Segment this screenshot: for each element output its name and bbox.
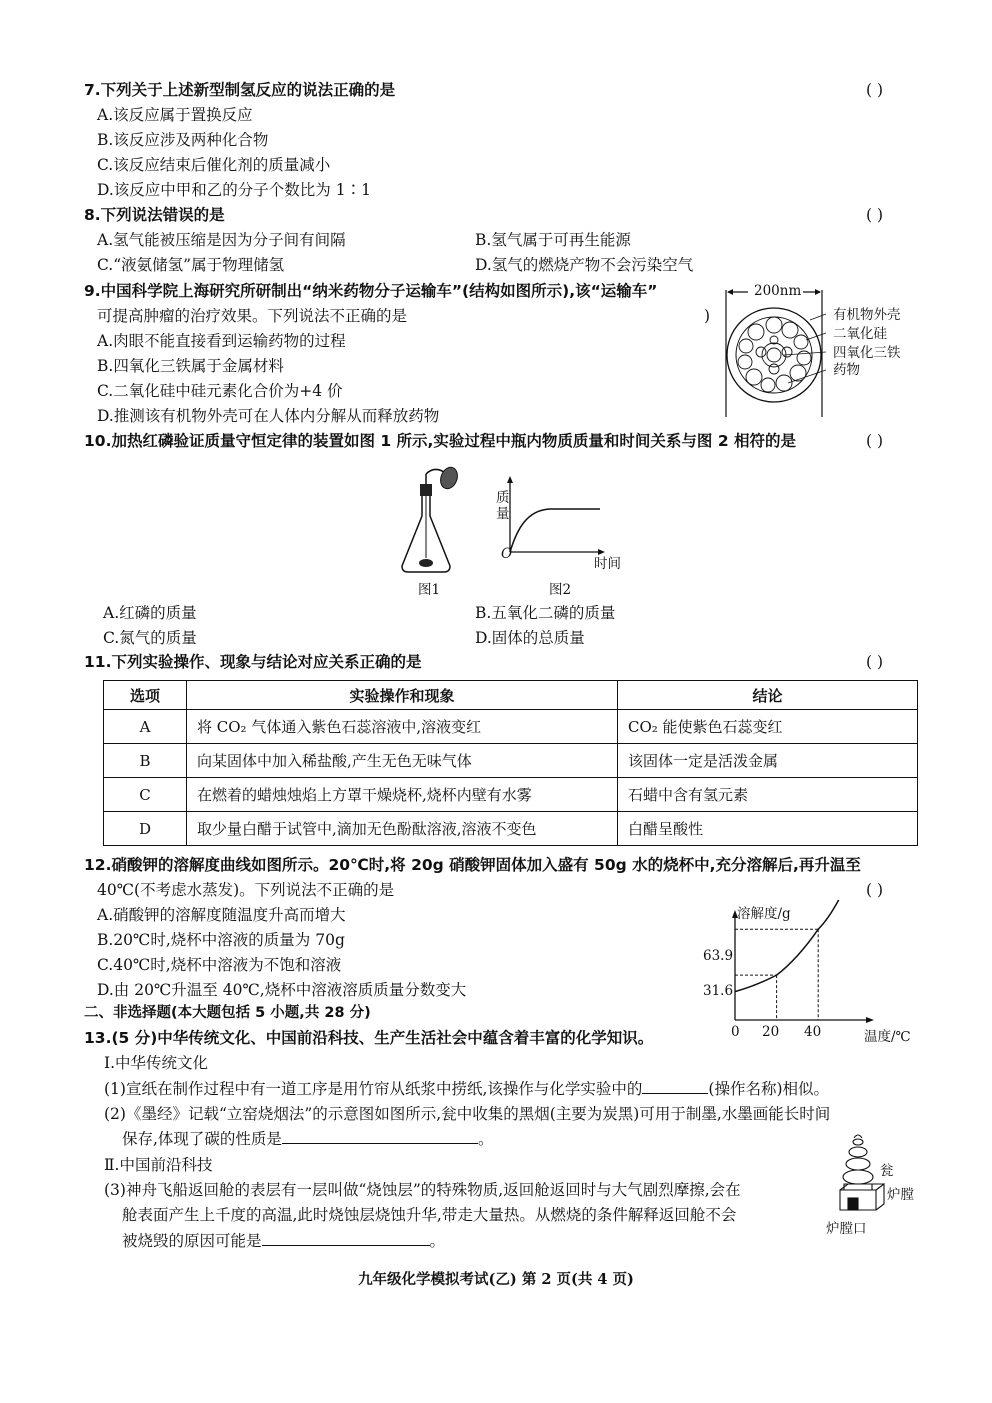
header-operation: 实验操作和现象 <box>187 681 618 710</box>
row-operation: 将 CO₂ 气体通入紫色石蕊溶液中,溶液变红 <box>187 710 618 744</box>
q13-item2-text-b: 。 <box>477 1130 494 1148</box>
q9-option-a: A.肉眼不能直接看到运输药物的过程 <box>97 332 346 350</box>
q13-item2-line2 <box>122 1129 493 1149</box>
fig2-caption: 图2 <box>549 582 572 598</box>
q13-item3-blank[interactable] <box>262 1231 430 1246</box>
row-conclusion: 白醋呈酸性 <box>618 812 918 846</box>
kiln-label-urn: 瓮 <box>880 1163 894 1179</box>
q8-stem: 8.下列说法错误的是 <box>84 206 225 224</box>
fig2-ylabel: 质量 <box>496 490 510 522</box>
y-tick-31.6: 31.6 <box>703 983 734 999</box>
q7-answer-paren[interactable]: ( ) <box>866 81 884 99</box>
q8-option-d: D.氢气的燃烧产物不会污染空气 <box>475 256 694 274</box>
row-operation: 取少量白醋于试管中,滴加无色酚酞溶液,溶液不变色 <box>187 812 618 846</box>
q12-stem-line2: 40℃(不考虑水蒸发)。下列说法不正确的是 <box>97 881 395 899</box>
q13-item2-line1: (2)《墨经》记载“立窑烧烟法”的示意图如图所示,瓮中收集的黑烟(主要为炭黑)可用于制墨,水墨画能长时间 <box>104 1105 831 1123</box>
x-tick-20: 20 <box>762 1024 780 1040</box>
row-conclusion: CO₂ 能使紫色石蕊变红 <box>618 710 918 744</box>
label-drug: 药物 <box>833 362 860 378</box>
row-option: D <box>104 812 187 846</box>
q13-item3-line1: (3)神舟飞船返回舱的表层有一层叫做“烧蚀层”的特殊物质,返回舱返回时与大气剧烈摩擦,会在 <box>104 1181 741 1199</box>
table-row <box>104 710 918 744</box>
fig2-xlabel: 时间 <box>594 556 621 572</box>
q10-option-b: B.五氧化二磷的质量 <box>475 604 616 622</box>
y-tick-63.9: 63.9 <box>703 948 734 964</box>
q12-option-a: A.硝酸钾的溶解度随温度升高而增大 <box>97 906 346 924</box>
q7-option-d: D.该反应中甲和乙的分子个数比为 1∶1 <box>97 181 371 199</box>
table-row <box>104 812 918 846</box>
kiln-label-furnace: 炉膛 <box>887 1187 914 1203</box>
q13-item1-blank[interactable] <box>642 1079 708 1094</box>
q8-option-b: B.氢气属于可再生能源 <box>475 231 631 249</box>
solubility-chart <box>700 900 900 1032</box>
page-footer: 九年级化学模拟考试(乙) 第 2 页(共 4 页) <box>358 1271 634 1288</box>
q13-item3-text-a: 被烧毁的原因可能是 <box>122 1232 262 1250</box>
flask-figure <box>394 466 464 576</box>
q9-option-d: D.推测该有机物外壳可在人体内分解从而释放药物 <box>97 407 440 425</box>
q9-stem-line1: 9.中国科学院上海研究所研制出“纳米药物分子运输车”(结构如图所示),该“运输车” <box>84 282 658 300</box>
q12-option-d: D.由 20℃升温至 40℃,烧杯中溶液溶质质量分数变大 <box>97 981 467 999</box>
q13-part2-title: Ⅱ.中国前沿科技 <box>104 1156 213 1174</box>
q13-item1-text-a: (1)宣纸在制作过程中有一道工序是用竹帘从纸浆中捞纸,该操作与化学实验中的 <box>104 1080 643 1098</box>
table-row <box>104 778 918 812</box>
q9-stem-line2: 可提高肿瘤的治疗效果。下列说法不正确的是 <box>97 307 408 325</box>
label-silica: 二氧化硅 <box>833 326 887 342</box>
q13-item3-text-b: 。 <box>429 1232 446 1250</box>
q7-stem: 7.下列关于上述新型制氢反应的说法正确的是 <box>84 81 396 99</box>
nano-carrier-figure <box>718 280 828 420</box>
chart-ylabel: 溶解度/g <box>737 906 791 922</box>
q8-option-a: A.氢气能被压缩是因为分子间有间隔 <box>97 231 346 249</box>
q7-option-c: C.该反应结束后催化剂的质量减小 <box>97 156 331 174</box>
q13-item3-line3 <box>122 1231 445 1251</box>
row-conclusion: 该固体一定是活泼金属 <box>618 744 918 778</box>
row-option: A <box>104 710 187 744</box>
header-conclusion: 结论 <box>618 681 918 710</box>
q9-option-c: C.二氧化硅中硅元素化合价为+4 价 <box>97 382 343 400</box>
label-organic-shell: 有机物外壳 <box>833 307 901 323</box>
experiment-table <box>103 680 918 846</box>
row-option: C <box>104 778 187 812</box>
label-fe3o4: 四氧化三铁 <box>833 345 901 361</box>
nano-width-label: 200nm <box>754 283 802 299</box>
fig2-origin: O <box>501 546 513 562</box>
q11-answer-paren[interactable]: ( ) <box>866 653 884 671</box>
q13-item1-text-b: (操作名称)相似。 <box>708 1080 829 1098</box>
q10-answer-paren[interactable]: ( ) <box>866 432 884 450</box>
q7-option-b: B.该反应涉及两种化合物 <box>97 131 269 149</box>
q13-stem: 13.(5 分)中华传统文化、中国前沿科技、生产生活社会中蕴含着丰富的化学知识。 <box>84 1029 654 1047</box>
q10-option-d: D.固体的总质量 <box>475 629 585 647</box>
row-operation: 在燃着的蜡烛烛焰上方罩干燥烧杯,烧杯内壁有水雾 <box>187 778 618 812</box>
header-option: 选项 <box>104 681 187 710</box>
q13-part1-title: Ⅰ.中华传统文化 <box>104 1054 209 1072</box>
q13-item3-line2: 舱表面产生上千度的高温,此时烧蚀层烧蚀升华,带走大量热。从燃烧的条件解释返回舱不会 <box>122 1206 737 1224</box>
q9-answer-paren[interactable]: ) <box>704 307 711 325</box>
q9-option-b: B.四氧化三铁属于金属材料 <box>97 357 284 375</box>
q12-option-c: C.40℃时,烧杯中溶液为不饱和溶液 <box>97 956 342 974</box>
q8-option-c: C.“液氨储氢”属于物理储氢 <box>97 256 285 274</box>
q13-item2-text-a: 保存,体现了碳的性质是 <box>122 1130 282 1148</box>
fig1-caption: 图1 <box>418 582 441 598</box>
table-row <box>104 744 918 778</box>
row-conclusion: 石蜡中含有氢元素 <box>618 778 918 812</box>
section2-title: 二、非选择题(本大题包括 5 小题,共 28 分) <box>84 1005 371 1021</box>
q8-answer-paren[interactable]: ( ) <box>866 206 884 224</box>
row-option: B <box>104 744 187 778</box>
q10-option-c: C.氮气的质量 <box>103 629 197 647</box>
q13-item1 <box>104 1079 829 1099</box>
row-operation: 向某固体中加入稀盐酸,产生无色无味气体 <box>187 744 618 778</box>
table-header-row <box>104 681 918 710</box>
chart-xlabel: 温度/℃ <box>864 1029 911 1045</box>
x-tick-40: 40 <box>804 1024 822 1040</box>
q10-option-a: A.红磷的质量 <box>103 604 197 622</box>
q13-item2-blank[interactable] <box>282 1129 478 1144</box>
q10-stem: 10.加热红磷验证质量守恒定律的装置如图 1 所示,实验过程中瓶内物质质量和时间关系与图 2 相符的是 <box>84 432 797 450</box>
x-tick-0: 0 <box>731 1024 740 1040</box>
q11-stem: 11.下列实验操作、现象与结论对应关系正确的是 <box>84 653 422 671</box>
q12-answer-paren[interactable]: ( ) <box>866 881 884 899</box>
q7-option-a: A.该反应属于置换反应 <box>97 106 253 124</box>
kiln-label-furnace-mouth: 炉膛口 <box>826 1221 867 1237</box>
q12-stem-line1: 12.硝酸钾的溶解度曲线如图所示。20℃时,将 20g 硝酸钾固体加入盛有 50g 水的烧杯中,充分溶解后,再升温至 <box>84 856 861 874</box>
q12-option-b: B.20℃时,烧杯中溶液的质量为 70g <box>97 931 345 949</box>
